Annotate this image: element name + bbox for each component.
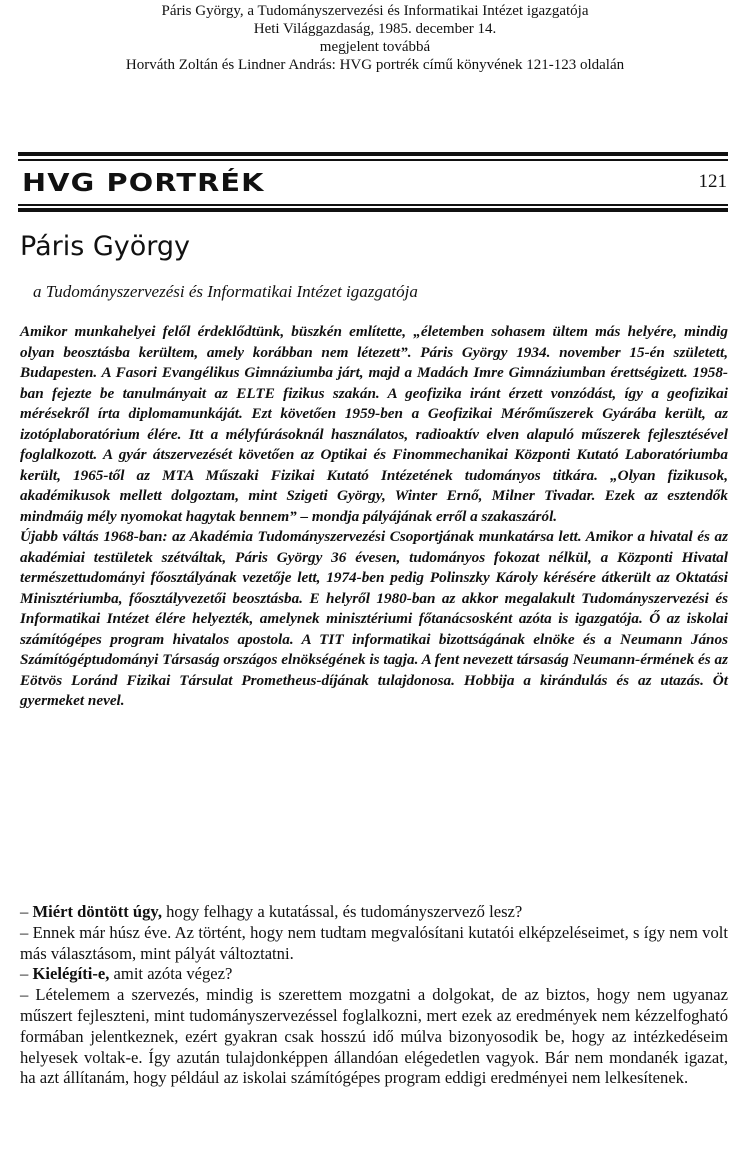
intro-paragraph: Amikor munkahelyei felől érdeklődtünk, büszkén említette, „életemben sohasem ültem más helyére, mindig olyan beosztásba kerültem, amely korábban nem létezett”. Páris György 1934. november 15-én született, Budapesten. A Fasori Evangélikus Gimnáziumba járt, majd a Madách Imre Gimnáziumban érettségizett. 1958-ban fejezte be tanulmányait az ELTE fizikus szakán. A geofizika iránt érzett vonzódást, így a geofizikai mérésekről írta diplomamunkáját. Ezt követően 1959-ben a Geofizikai Mérőműszerek Gyárába került, az izotóplaboratórium élére. Itt a mélyfúrásoknál használatos, radioaktív elven alapuló műszerek fejlesztésével foglalkozott. A gyár átszervezését követően az Optikai és Finommechanikai Központi Kutató Laboratóriumba került, 1965-től az MTA Műszaki Fizikai Kutató Intézetének tudományos titkára. „Olyan fizikusok, akadémikusok mellett dolgoztam, mint Szigeti György, Winter Ernő, Milner Tivadar. Ezek az esztendők mindmáig mély nyomokat hagytak bennem” – mondja pályájának erről a szakaszáról. [20,323,728,525]
masthead-rule [18,204,728,206]
question-lead: Miért döntött úgy, [32,902,162,921]
question [20,902,728,923]
question-rest: hogy felhagy a kutatással, és tudományszervező lesz? [161,902,523,921]
question-rest: amit azóta végez? [109,964,233,984]
masthead-title: HVG PORTRÉK [22,168,265,197]
person-name: Páris György [20,231,191,262]
intro-paragraph: Újabb váltás 1968-ban: az Akadémia Tudományszervezési Csoportjának munkatársa lett. Amikor a hivatal és az akadémiai testületek szétváltak, Páris György 36 évesen, tudományos fokozat nélkül, a Központi Hivatal természettudományi főosztályának vezetője lett, 1974-ben pedig Polinszky Károly kérésére átkerült az Oktatási Minisztériumba, főosztályvezetői beosztásba. E helyről 1980-ban az akkor megalakult Tudományszervezési és Informatikai Intézet élére helyezték, amelynek minisztériumi főtanácsosként azóta is igazgatója. Ő az iskolai számítógépes program hivatalos apostola. A TIT informatikai bizottságának elnöke és a Neumann János Számítógéptudományi Társaság országos elnökségének is tagja. A fent nevezett társaság Neumann-érmének és az Eötvös Loránd Fizikai Társulat Prometheus-díjának tulajdonosa. Hobbija a kirándulás és az utazás. Öt gyermeket nevel. [20,528,728,709]
source-note-line: Horváth Zoltán és Lindner András: HVG portrék című könyvének 121-123 oldalán [125,57,625,73]
question-dash: – [20,964,33,984]
interview-text [20,902,728,1089]
source-note [0,2,750,74]
top-rule [18,152,728,156]
top-rule-thin [18,159,728,161]
source-note-line: Heti Világgazdaság, 1985. december 14. [253,21,497,37]
answer: – Lételemem a szervezés, mindig is szerettem mozgatni a dolgokat, de az biztos, hogy nem ugyanaz műszert fejleszteni, mint tudományszervezéssel foglalkozni, mert ezek az eredmények nem kézzelfogható formában jelentkeznek, ezért gyakran csak hosszú idő múlva bizonyosodik be, hogy az intézkedéseim helyesek voltak-e. Így azután tulajdonképpen állandóan elégedetlen vagyok. Bár nem mondanék igazat, ha azt állítanám, hogy például az iskolai számítógépes program eddigi eredményei nem lelkesítenek. [20,985,728,1088]
source-note-line: megjelent továbbá [319,39,431,55]
question-dash: – [20,902,33,921]
source-note-line: Páris György, a Tudományszervezési és Informatikai Intézet igazgatója [161,3,589,19]
answer: – Ennek már húsz éve. Az történt, hogy nem tudtam megvalósítani kutatói elképzeléseimet, s így nem volt más választásom, mint pályát változtatni. [20,922,728,963]
question [20,964,728,985]
question-lead: Kielégíti-e, [32,964,110,984]
page-number: 121 [698,171,727,192]
masthead [22,168,727,202]
masthead-rule-thick [18,208,728,212]
person-title: a Tudományszervezési és Informatikai Intézet igazgatója [33,282,418,301]
intro-text [20,322,728,712]
